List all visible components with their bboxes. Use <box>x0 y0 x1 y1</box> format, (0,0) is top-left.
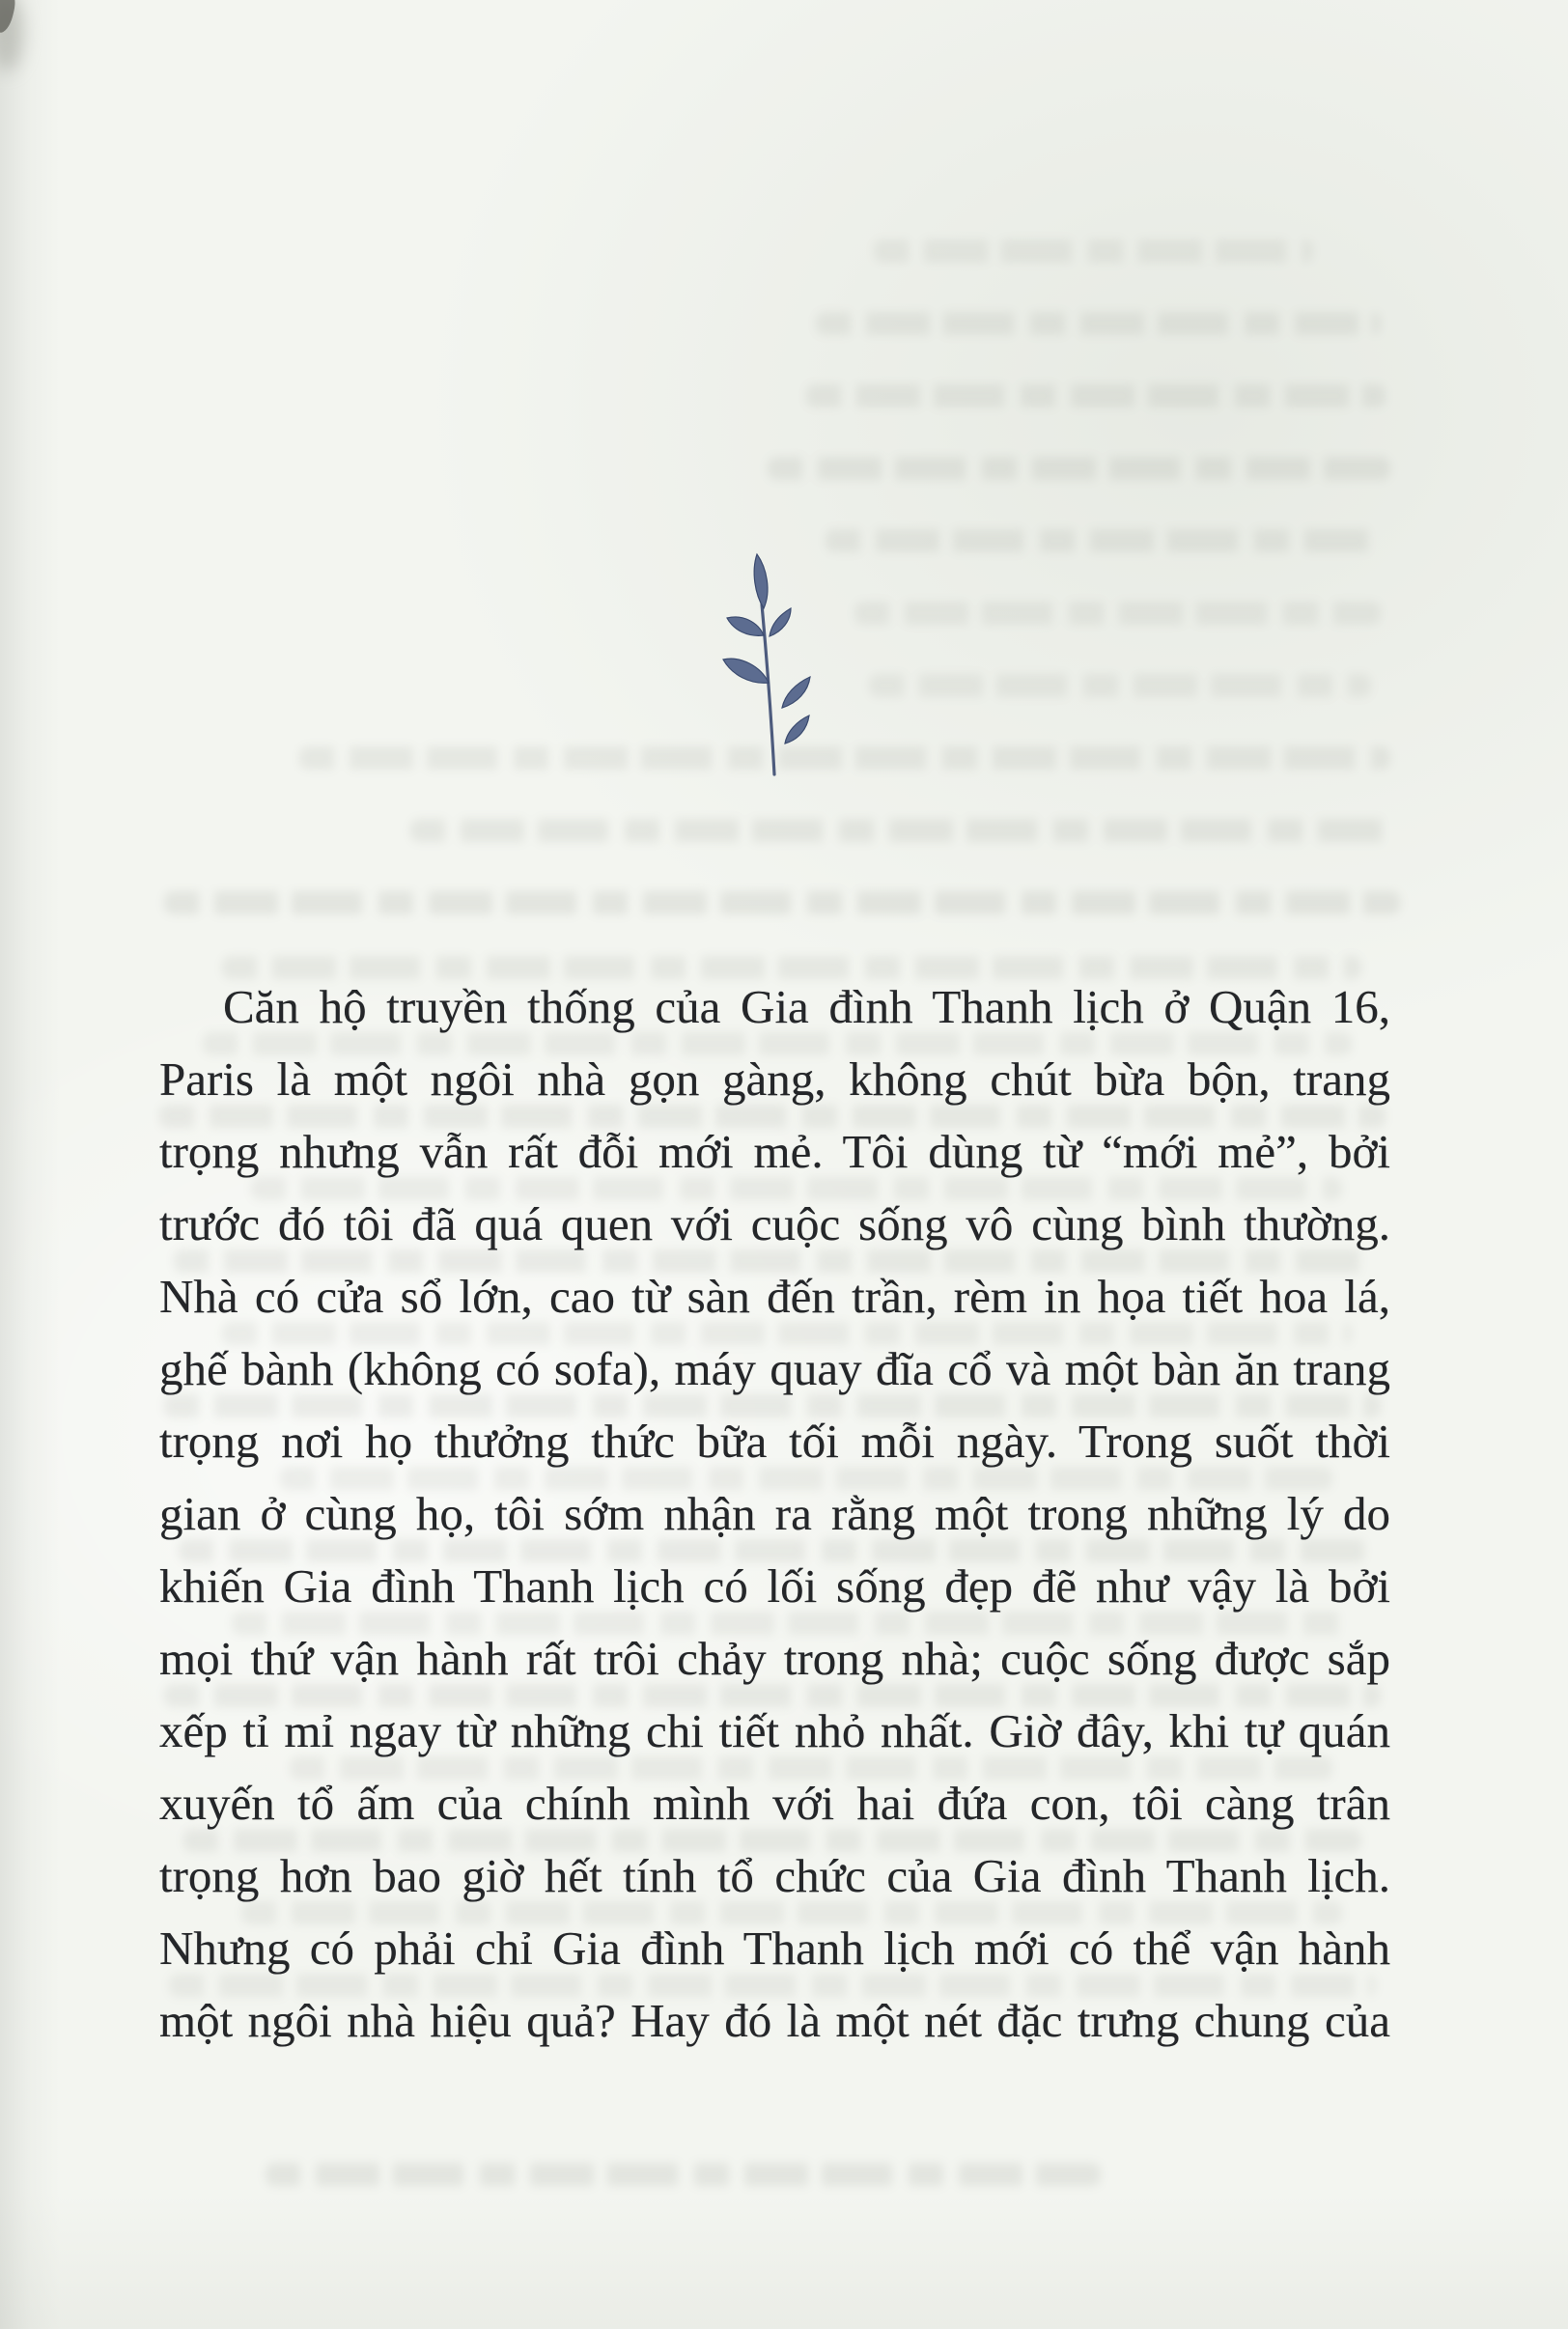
paragraph-line: trọng hơn bao giờ hết tính tổ chức của Gia đình Thanh lịch. <box>159 1849 1390 1902</box>
paragraph-line: Nhưng có phải chỉ Gia đình Thanh lịch mới có thể vận hành <box>159 1922 1390 1975</box>
paragraph-line: Paris là một ngôi nhà gọn gàng, không chút bừa bộn, trang <box>159 1052 1390 1106</box>
paragraph-line: trọng nơi họ thưởng thức bữa tối mỗi ngày. Trong suốt thời <box>159 1415 1390 1468</box>
bleed-through-line <box>164 891 1400 914</box>
leaf-left-1 <box>727 617 764 635</box>
paragraph-line: Căn hộ truyền thống của Gia đình Thanh lịch ở Quận 16, <box>223 980 1390 1033</box>
paragraph-line: khiến Gia đình Thanh lịch có lối sống đẹp đẽ như vậy là bởi <box>159 1559 1390 1613</box>
bleed-through-line <box>854 602 1381 625</box>
paragraph-line: xếp tỉ mỉ ngay từ những chi tiết nhỏ nhất. Giờ đây, khi tự quán <box>159 1704 1390 1757</box>
paragraph-line: một ngôi nhà hiệu quả? Hay đó là một nét đặc trưng chung của <box>159 1994 1390 2047</box>
leaf-right-3 <box>785 716 809 744</box>
leaf-left-2 <box>723 659 769 683</box>
branch-leaves-icon <box>719 550 830 777</box>
paragraph-line: ghế bành (không có sofa), máy quay đĩa cổ và một bàn ăn trang <box>159 1342 1390 1395</box>
bleed-through-line <box>806 384 1386 407</box>
paragraph-line: trọng nhưng vẫn rất đỗi mới mẻ. Tôi dùng từ “mới mẻ”, bởi <box>159 1125 1390 1178</box>
bleed-through-line <box>826 529 1381 552</box>
paragraph-line: xuyến tổ ấm của chính mình với hai đứa con, tôi càng trân <box>159 1777 1390 1830</box>
bleed-through-line <box>266 2163 1101 2186</box>
bleed-through-line <box>869 674 1371 697</box>
leaf-right-1 <box>770 608 791 636</box>
bleed-through-line <box>299 746 1390 770</box>
body-paragraph <box>159 970 1390 2057</box>
bleed-through-line <box>874 239 1313 263</box>
paragraph-line: gian ở cùng họ, tôi sớm nhận ra rằng một trong những lý do <box>159 1487 1390 1540</box>
bleed-through-line <box>410 819 1390 842</box>
leaf-right-2 <box>782 677 810 708</box>
paragraph-line: mọi thứ vận hành rất trôi chảy trong nhà; cuộc sống được sắp <box>159 1632 1390 1685</box>
paragraph-line: trước đó tôi đã quá quen với cuộc sống vô cùng bình thường. <box>159 1197 1390 1250</box>
leaf-top <box>754 554 768 608</box>
bleed-through-line <box>768 457 1390 480</box>
bleed-through-line <box>816 312 1381 335</box>
paragraph-line: Nhà có cửa sổ lớn, cao từ sàn đến trần, rèm in họa tiết hoa lá, <box>159 1270 1390 1323</box>
